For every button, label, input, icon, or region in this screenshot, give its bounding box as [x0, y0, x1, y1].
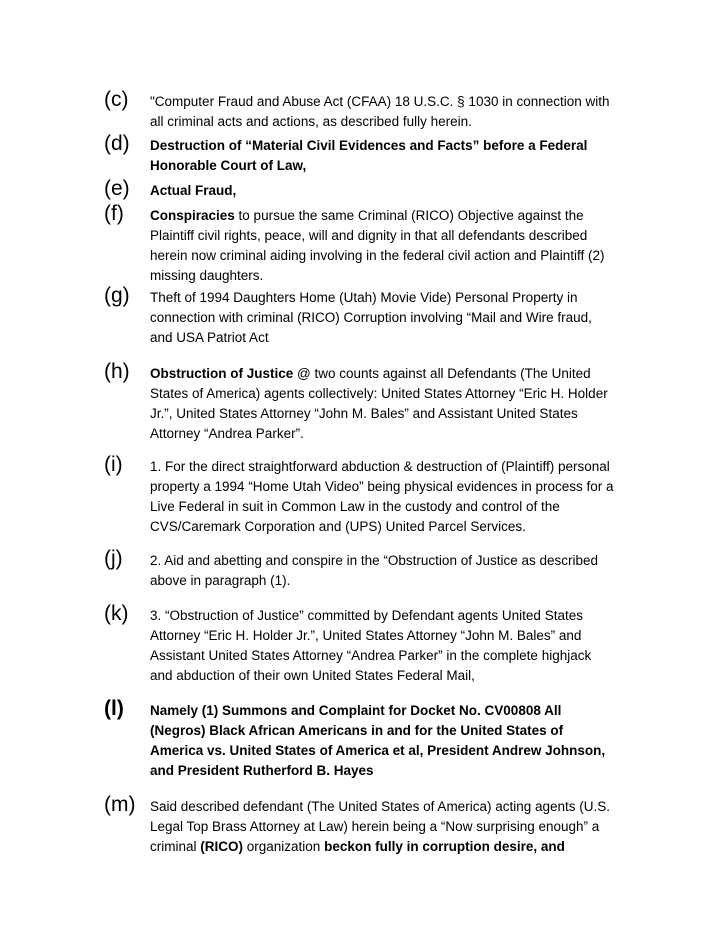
text-run: 3. “Obstruction of Justice” committed by Defendant agents United States — [150, 608, 583, 623]
clause-text — [150, 181, 660, 201]
text-line — [150, 761, 660, 781]
text-line — [150, 181, 660, 201]
text-line — [150, 404, 660, 424]
text-run: herein now criminal aiding involving in the federal civil action and Plaintiff (2) — [150, 248, 605, 263]
text-run: Legal Top Brass Attorney at Law) herein being a “Now surprising enough” a — [150, 819, 600, 834]
text-line — [150, 92, 660, 112]
text-line — [150, 741, 660, 761]
clause-marker: (j) — [104, 547, 123, 570]
text-line — [150, 328, 660, 348]
text-run: Said described defendant (The United States of America) acting agents (U.S. — [150, 799, 611, 814]
clause-marker: (e) — [104, 177, 130, 200]
clause-text — [150, 797, 660, 857]
text-run: Jr.”, United States Attorney “John M. Bales” and Assistant United States — [150, 406, 578, 421]
text-line — [150, 156, 660, 176]
text-run: above in paragraph (1). — [150, 573, 291, 588]
text-line — [150, 457, 660, 477]
clause-text — [150, 551, 660, 591]
text-run: "Computer Fraud and Abuse Act (CFAA) 18 U.S.C. § 1030 in connection with — [150, 94, 610, 109]
text-line — [150, 666, 660, 686]
text-run: to pursue the same Criminal (RICO) Objective against the — [234, 208, 584, 223]
clause-marker: (i) — [104, 453, 123, 476]
text-line — [150, 551, 660, 571]
text-line — [150, 384, 660, 404]
clause-text — [150, 136, 660, 176]
text-line — [150, 701, 660, 721]
bold-text: Namely (1) Summons and Complaint for Docket No. CV00808 All — [150, 703, 562, 718]
text-run: connection with criminal (RICO) Corruption involving “Mail and Wire fraud, — [150, 310, 592, 325]
bold-text: (RICO) — [200, 839, 244, 854]
text-line — [150, 364, 660, 384]
clause-marker: (h) — [104, 360, 130, 383]
text-line — [150, 136, 660, 156]
clause-text — [150, 606, 660, 686]
text-line — [150, 206, 660, 226]
text-run: Attorney “Eric H. Holder Jr.”, United States Attorney “John M. Bales” and — [150, 628, 582, 643]
bold-text: Obstruction of Justice — [150, 366, 294, 381]
bold-text: Honorable Court of Law, — [150, 158, 307, 173]
clause-text — [150, 701, 660, 781]
text-line — [150, 266, 660, 286]
text-run: and USA Patriot Act — [150, 330, 269, 345]
text-run: Live Federal in suit in Common Law in the custody and control of the — [150, 499, 560, 514]
text-line — [150, 571, 660, 591]
clause-marker: (m) — [104, 793, 136, 816]
clause-marker: (d) — [104, 132, 130, 155]
text-run: Assistant United States Attorney “Andrea Parker” in the complete highjack — [150, 648, 592, 663]
text-line — [150, 837, 660, 857]
text-line — [150, 517, 660, 537]
text-run: 1. For the direct straightforward abduction & destruction of (Plaintiff) personal — [150, 459, 610, 474]
text-run: Attorney “Andrea Parker”. — [150, 426, 304, 441]
text-line — [150, 606, 660, 626]
bold-text: Conspiracies — [150, 208, 235, 223]
text-line — [150, 477, 660, 497]
clause-marker: (k) — [104, 602, 129, 625]
clause-marker: (l) — [104, 697, 124, 720]
text-line — [150, 226, 660, 246]
text-line — [150, 308, 660, 328]
bold-text: and President Rutherford B. Hayes — [150, 763, 374, 778]
clause-text — [150, 206, 660, 286]
text-run: missing daughters. — [150, 268, 264, 283]
bold-text: Actual Fraud, — [150, 183, 237, 198]
bold-text: beckon fully in corruption desire, and — [324, 839, 565, 854]
text-line — [150, 246, 660, 266]
text-run: Plaintiff civil rights, peace, will and dignity in that all defendants described — [150, 228, 588, 243]
text-run: 2. Aid and abetting and conspire in the “Obstruction of Justice as described — [150, 553, 599, 568]
text-line — [150, 817, 660, 837]
text-run: CVS/Caremark Corporation and (UPS) United Parcel Services. — [150, 519, 526, 534]
text-run: property a 1994 “Home Utah Video” being physical evidences in process for a — [150, 479, 614, 494]
clause-marker: (g) — [104, 284, 130, 307]
text-line — [150, 646, 660, 666]
text-line — [150, 288, 660, 308]
text-line — [150, 424, 660, 444]
text-line — [150, 112, 660, 132]
bold-text: Destruction of “Material Civil Evidences and Facts” before a Federal — [150, 138, 588, 153]
bold-text: (Negros) Black African Americans in and for the United States of — [150, 723, 564, 738]
clause-text — [150, 92, 660, 132]
clause-text — [150, 288, 660, 348]
text-run: @ two counts against all Defendants (The United — [293, 366, 591, 381]
text-run: Theft of 1994 Daughters Home (Utah) Movie Vide) Personal Property in — [150, 290, 578, 305]
text-run: all criminal acts and actions, as described fully herein. — [150, 114, 472, 129]
text-run: and abduction of their own United States Federal Mail, — [150, 668, 475, 683]
text-line — [150, 721, 660, 741]
clause-marker: (f) — [104, 202, 124, 225]
clause-text — [150, 457, 660, 537]
bold-text: America vs. United States of America et al, President Andrew Johnson, — [150, 743, 606, 758]
text-run: organization — [243, 839, 325, 854]
text-line — [150, 497, 660, 517]
text-line — [150, 626, 660, 646]
text-run: criminal — [150, 839, 201, 854]
text-run: States of America) agents collectively: United States Attorney “Eric H. Holder — [150, 386, 608, 401]
text-line — [150, 797, 660, 817]
clause-marker: (c) — [104, 88, 129, 111]
clause-text — [150, 364, 660, 444]
